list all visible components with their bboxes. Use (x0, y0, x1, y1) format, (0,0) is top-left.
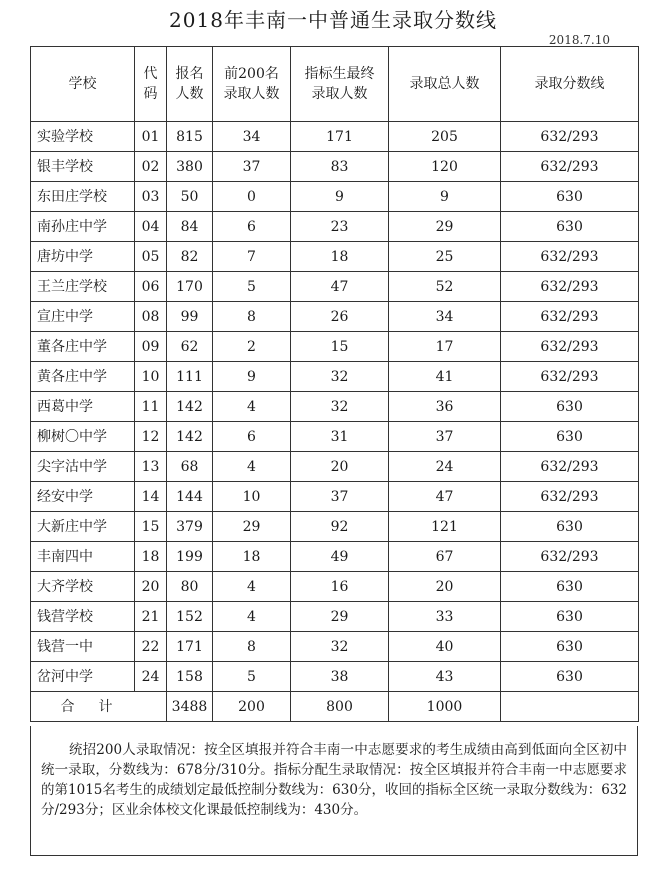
school-name-cell: 钱营一中 (31, 632, 135, 662)
column-header-text: 前200名 (224, 66, 279, 82)
table-cell: 12 (135, 422, 167, 452)
table-cell: 120 (389, 152, 501, 182)
table-row (31, 152, 639, 182)
total-score-cell (501, 692, 639, 722)
table-cell: 18 (135, 542, 167, 572)
table-cell: 121 (389, 512, 501, 542)
table-cell: 04 (135, 212, 167, 242)
school-name-cell: 丰南四中 (31, 542, 135, 572)
table-cell: 50 (167, 182, 213, 212)
table-cell: 632/293 (501, 452, 639, 482)
table-cell: 144 (167, 482, 213, 512)
table-cell: 08 (135, 302, 167, 332)
table-cell: 09 (135, 332, 167, 362)
table-row (31, 212, 639, 242)
table-cell: 43 (389, 662, 501, 692)
column-header-text: 录取总人数 (409, 76, 480, 92)
table-cell: 29 (213, 512, 291, 542)
table-cell: 23 (291, 212, 389, 242)
table-cell: 10 (213, 482, 291, 512)
table-cell: 152 (167, 602, 213, 632)
school-name-cell: 西葛中学 (31, 392, 135, 422)
table-cell: 40 (389, 632, 501, 662)
table-cell: 4 (213, 572, 291, 602)
table-cell: 630 (501, 422, 639, 452)
column-header (135, 47, 167, 122)
table-cell: 815 (167, 122, 213, 152)
table-cell: 83 (291, 152, 389, 182)
table-row (31, 332, 639, 362)
table-cell: 14 (135, 482, 167, 512)
table-row (31, 302, 639, 332)
table-cell: 67 (389, 542, 501, 572)
school-name-cell: 钱营学校 (31, 602, 135, 632)
table-cell: 630 (501, 572, 639, 602)
table-cell: 4 (213, 602, 291, 632)
table-cell: 13 (135, 452, 167, 482)
total-applicants-cell: 3488 (167, 692, 213, 722)
column-header-text: 录取人数 (223, 86, 280, 102)
table-cell: 52 (389, 272, 501, 302)
table-cell: 29 (389, 212, 501, 242)
column-header-text: 指标生最终 (304, 66, 375, 82)
table-cell: 158 (167, 662, 213, 692)
school-name-cell: 银丰学校 (31, 152, 135, 182)
table-row (31, 272, 639, 302)
table-cell: 630 (501, 212, 639, 242)
table-cell: 379 (167, 512, 213, 542)
column-header-text: 录取分数线 (534, 76, 605, 92)
table-cell: 9 (389, 182, 501, 212)
table-row (31, 512, 639, 542)
school-name-cell: 董各庄中学 (31, 332, 135, 362)
table-body (31, 122, 639, 722)
table-cell: 32 (291, 632, 389, 662)
table-cell: 10 (135, 362, 167, 392)
table-cell: 24 (135, 662, 167, 692)
date-label: 2018.7.10 (548, 33, 610, 47)
table-row (31, 362, 639, 392)
table-cell: 21 (135, 602, 167, 632)
table-cell: 22 (135, 632, 167, 662)
column-header-text: 人数 (175, 86, 204, 102)
school-name-cell: 大新庄中学 (31, 512, 135, 542)
school-name-cell: 岔河中学 (31, 662, 135, 692)
table-cell: 18 (213, 542, 291, 572)
table-cell: 632/293 (501, 332, 639, 362)
table-cell: 632/293 (501, 242, 639, 272)
column-header (291, 47, 389, 122)
table-cell: 34 (213, 122, 291, 152)
table-cell: 9 (213, 362, 291, 392)
table-cell: 630 (501, 512, 639, 542)
admission-notes: 统招200人录取情况：按全区填报并符合丰南一中志愿要求的考生成绩由高到低面向全区初中统一录取，分数线为：678分/310分。指标分配生录取情况：按全区填报并符合丰南一中志愿要求的第1015名考生的成绩划定最低控制分数线为：630分，收回的指标全区统一录取分数线为：632分/293分；区业余体校文化课最低控制线为：430分。 (30, 726, 638, 856)
table-cell: 62 (167, 332, 213, 362)
table-cell: 01 (135, 122, 167, 152)
table-cell: 8 (213, 302, 291, 332)
table-cell: 37 (291, 482, 389, 512)
table-row (31, 632, 639, 662)
school-name-cell: 柳树〇中学 (31, 422, 135, 452)
table-cell: 171 (291, 122, 389, 152)
table-cell: 630 (501, 632, 639, 662)
table-cell: 632/293 (501, 542, 639, 572)
table-cell: 0 (213, 182, 291, 212)
table-cell: 630 (501, 662, 639, 692)
table-cell: 20 (291, 452, 389, 482)
table-cell: 4 (213, 452, 291, 482)
table-cell: 2 (213, 332, 291, 362)
table-row (31, 422, 639, 452)
table-row (31, 572, 639, 602)
table-row (31, 182, 639, 212)
column-header (389, 47, 501, 122)
table-row (31, 242, 639, 272)
table-cell: 5 (213, 662, 291, 692)
table-cell: 205 (389, 122, 501, 152)
table-cell: 31 (291, 422, 389, 452)
column-header-text: 报名 (175, 66, 204, 82)
page-title: 2018年丰南一中普通生录取分数线 (169, 8, 497, 32)
school-name-cell: 实验学校 (31, 122, 135, 152)
table-cell: 11 (135, 392, 167, 422)
table-cell: 02 (135, 152, 167, 182)
table-cell: 92 (291, 512, 389, 542)
table-cell: 06 (135, 272, 167, 302)
table-row (31, 482, 639, 512)
total-row (31, 692, 639, 722)
table-cell: 32 (291, 362, 389, 392)
column-header-text: 代 (143, 66, 158, 82)
table-cell: 20 (135, 572, 167, 602)
admission-table (30, 46, 639, 722)
table-cell: 80 (167, 572, 213, 602)
school-name-cell: 宣庄中学 (31, 302, 135, 332)
table-cell: 36 (389, 392, 501, 422)
school-name-cell: 唐坊中学 (31, 242, 135, 272)
table-cell: 632/293 (501, 272, 639, 302)
school-name-cell: 大齐学校 (31, 572, 135, 602)
table-cell: 99 (167, 302, 213, 332)
table-cell: 632/293 (501, 302, 639, 332)
table-cell: 82 (167, 242, 213, 272)
table-cell: 170 (167, 272, 213, 302)
table-cell: 17 (389, 332, 501, 362)
column-header-text: 录取人数 (311, 86, 368, 102)
school-name-cell: 经安中学 (31, 482, 135, 512)
table-cell: 4 (213, 392, 291, 422)
school-name-cell: 王兰庄学校 (31, 272, 135, 302)
table-cell: 20 (389, 572, 501, 602)
table-cell: 15 (291, 332, 389, 362)
school-name-cell: 尖字沽中学 (31, 452, 135, 482)
table-row (31, 542, 639, 572)
table-cell: 630 (501, 182, 639, 212)
table-cell: 6 (213, 212, 291, 242)
total-top200-cell: 200 (213, 692, 291, 722)
table-cell: 632/293 (501, 362, 639, 392)
table-cell: 29 (291, 602, 389, 632)
school-name-cell: 南孙庄中学 (31, 212, 135, 242)
total-quota-cell: 800 (291, 692, 389, 722)
table-cell: 632/293 (501, 482, 639, 512)
table-cell: 16 (291, 572, 389, 602)
table-cell: 33 (389, 602, 501, 632)
column-header-text: 码 (143, 86, 158, 102)
table-row (31, 602, 639, 632)
table-cell: 84 (167, 212, 213, 242)
table-cell: 37 (213, 152, 291, 182)
table-cell: 8 (213, 632, 291, 662)
table-cell: 630 (501, 602, 639, 632)
table-cell: 9 (291, 182, 389, 212)
total-label: 合计 (31, 692, 167, 722)
school-name-cell: 东田庄学校 (31, 182, 135, 212)
table-cell: 630 (501, 392, 639, 422)
table-cell: 25 (389, 242, 501, 272)
table-cell: 49 (291, 542, 389, 572)
table-cell: 47 (389, 482, 501, 512)
table-cell: 34 (389, 302, 501, 332)
table-cell: 142 (167, 422, 213, 452)
table-cell: 380 (167, 152, 213, 182)
table-cell: 38 (291, 662, 389, 692)
table-cell: 15 (135, 512, 167, 542)
column-header-text: 学校 (68, 76, 97, 92)
table-cell: 18 (291, 242, 389, 272)
table-cell: 6 (213, 422, 291, 452)
table-cell: 7 (213, 242, 291, 272)
table-cell: 199 (167, 542, 213, 572)
table-header-row (31, 47, 639, 122)
column-header (167, 47, 213, 122)
table-cell: 26 (291, 302, 389, 332)
column-header (213, 47, 291, 122)
table-cell: 24 (389, 452, 501, 482)
table-cell: 37 (389, 422, 501, 452)
table-cell: 05 (135, 242, 167, 272)
school-name-cell: 黄各庄中学 (31, 362, 135, 392)
table-cell: 632/293 (501, 152, 639, 182)
column-header (501, 47, 639, 122)
column-header (31, 47, 135, 122)
table-cell: 632/293 (501, 122, 639, 152)
table-row (31, 662, 639, 692)
table-cell: 5 (213, 272, 291, 302)
table-cell: 68 (167, 452, 213, 482)
table-row (31, 452, 639, 482)
table-cell: 47 (291, 272, 389, 302)
table-cell: 41 (389, 362, 501, 392)
table-cell: 171 (167, 632, 213, 662)
table-cell: 142 (167, 392, 213, 422)
table-cell: 03 (135, 182, 167, 212)
table-cell: 111 (167, 362, 213, 392)
table-cell: 32 (291, 392, 389, 422)
total-admitted-cell: 1000 (389, 692, 501, 722)
table-row (31, 122, 639, 152)
table-row (31, 392, 639, 422)
